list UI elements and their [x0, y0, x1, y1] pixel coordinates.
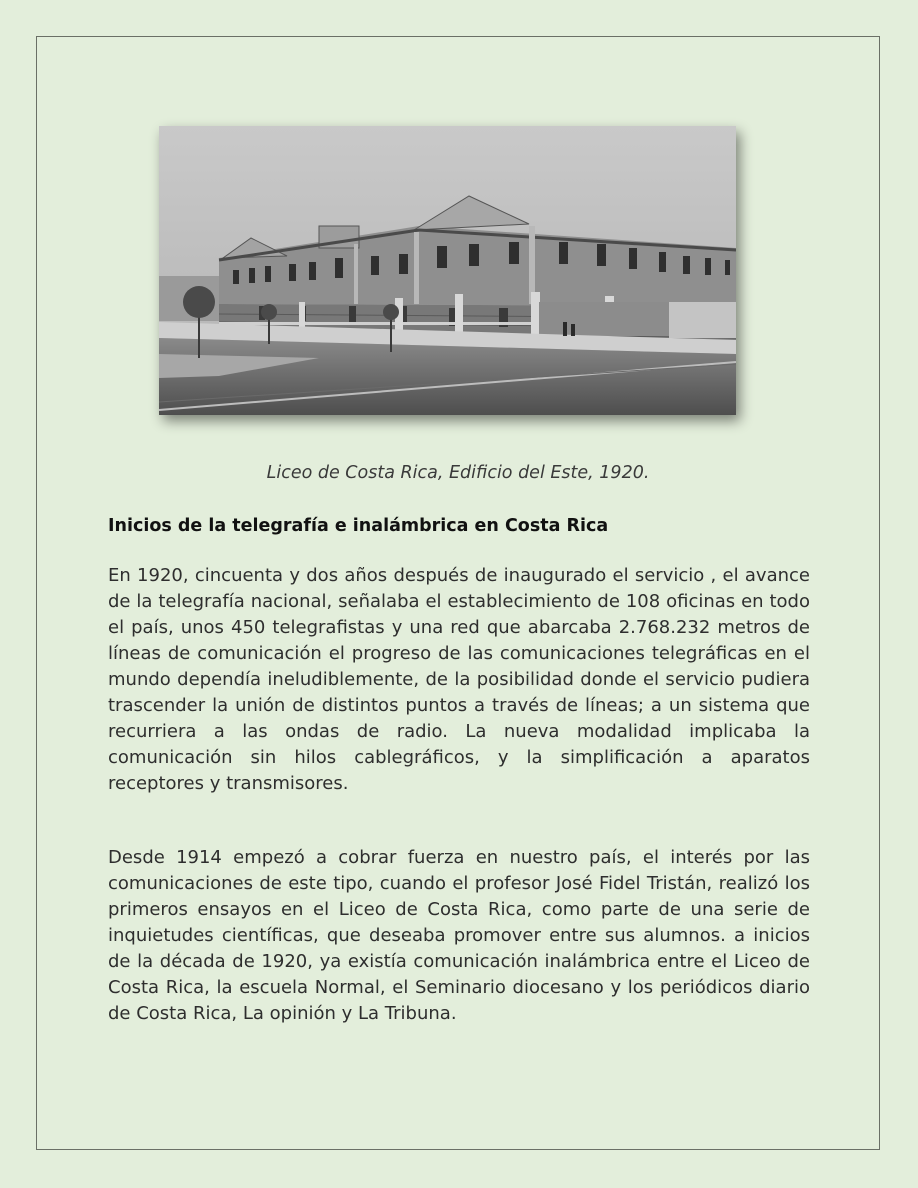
- photo-caption: Liceo de Costa Rica, Edificio del Este, 1920.: [266, 463, 650, 483]
- section-heading: Inicios de la telegrafía e inalámbrica en Costa Rica: [108, 516, 609, 536]
- paragraph-1: En 1920, cincuenta y dos años después de inaugurado el servicio , el avance de la telegrafía nacional, señalaba el establecimiento de 108 oficinas en todo el país, unos 450 telegrafistas y una red que abarcaba 2.768.232 metros de líneas de comunicación el progreso de las comunicaciones telegráficas en el mundo dependía ineludiblemente, de la posibilidad donde el servicio pudiera trascender la unión de distintos puntos a través de líneas; a un sistema que recurriera a las ondas de radio. La nueva modalidad implicaba la comunicación sin hilos cablegráficos, y la simplificación a aparatos receptores y transmisores.: [108, 565, 810, 794]
- building-photo: [159, 126, 736, 415]
- paragraph-2: Desde 1914 empezó a cobrar fuerza en nuestro país, el interés por las comunicaciones de este tipo, cuando el profesor José Fidel Tristán, realizó los primeros ensayos en el Liceo de Costa Rica, como parte de una serie de inquietudes científicas, que deseaba promover entre sus alumnos. a inicios de la década de 1920, ya existía comunicación inalámbrica entre el Liceo de Costa Rica, la escuela Normal, el Seminario diocesano y los periódicos diario de Costa Rica, La opinión y La Tribuna.: [108, 847, 810, 1024]
